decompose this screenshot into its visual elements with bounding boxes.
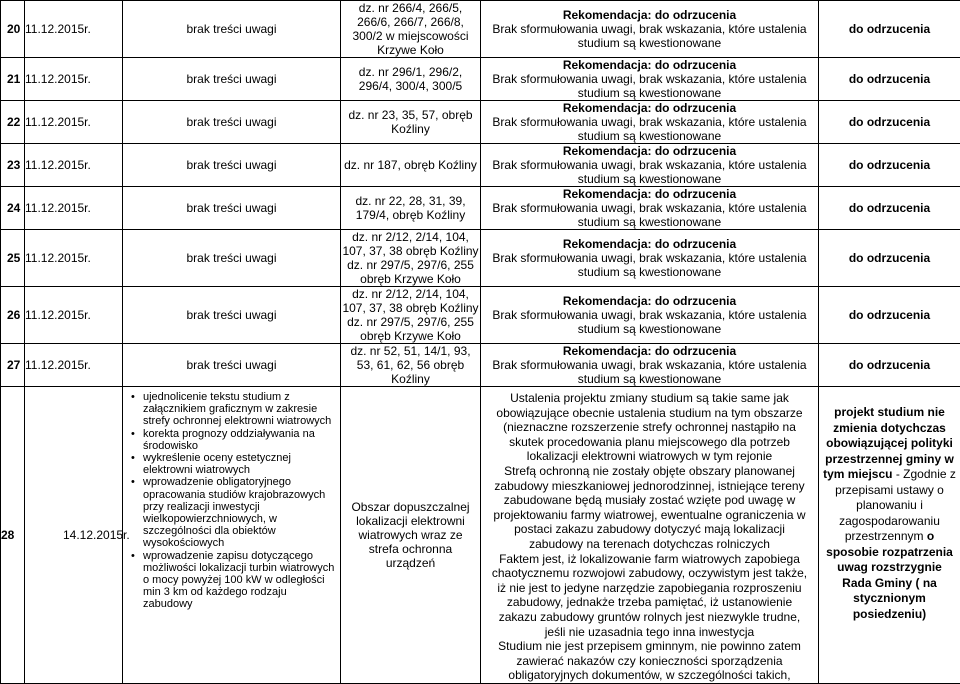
row-number: 28 bbox=[1, 387, 25, 684]
row-resolution: do odrzucenia bbox=[819, 344, 960, 387]
row-recommendation bbox=[481, 287, 819, 344]
recommendation-body: Brak sformułowania uwagi, brak wskazania, które ustalenia studium są kwestionowane bbox=[492, 251, 806, 279]
recommendation-body: Brak sformułowania uwagi, brak wskazania, które ustalenia studium są kwestionowane bbox=[492, 115, 806, 143]
table-row bbox=[1, 387, 960, 684]
table-row bbox=[1, 187, 960, 230]
row-date: 11.12.2015r. bbox=[25, 101, 123, 144]
recommendation-body: Brak sformułowania uwagi, brak wskazania, które ustalenia studium są kwestionowane bbox=[492, 201, 806, 229]
recommendation-heading: Rekomendacja: do odrzucenia bbox=[481, 187, 818, 201]
recommendation-heading: Rekomendacja: do odrzucenia bbox=[481, 101, 818, 115]
list-item: • ujednolicenie tekstu studium z załącznikiem graficznym w zakresie strefy ochronnej elektrowni wiatrowych bbox=[143, 391, 336, 428]
row-number: 20 bbox=[1, 1, 25, 58]
table-row bbox=[1, 344, 960, 387]
row-parcels: dz. nr 296/1, 296/2, 296/4, 300/4, 300/5 bbox=[341, 58, 481, 101]
row-content: brak treści uwagi bbox=[123, 344, 341, 387]
row-date: 11.12.2015r. bbox=[25, 187, 123, 230]
row-parcels: dz. nr 52, 51, 14/1, 93, 53, 61, 62, 56 obręb Koźliny bbox=[341, 344, 481, 387]
row-number: 24 bbox=[1, 187, 25, 230]
table-row bbox=[1, 144, 960, 187]
row-content: brak treści uwagi bbox=[123, 230, 341, 287]
recommendation-heading: Rekomendacja: do odrzucenia bbox=[481, 344, 818, 358]
row-resolution: do odrzucenia bbox=[819, 1, 960, 58]
row-content: brak treści uwagi bbox=[123, 144, 341, 187]
table-row bbox=[1, 101, 960, 144]
row-date: 11.12.2015r. bbox=[25, 1, 123, 58]
list-item: • wprowadzenie zapisu dotyczącego możliwości lokalizacji turbin wiatrowych o mocy powyżej 100 kW w odległości min 3 km od każdego rodzaju zabudowy bbox=[143, 550, 336, 611]
row-date: 11.12.2015r. bbox=[25, 58, 123, 101]
row-number: 27 bbox=[1, 344, 25, 387]
row-content bbox=[123, 387, 341, 684]
recommendation-body: Brak sformułowania uwagi, brak wskazania, które ustalenia studium są kwestionowane bbox=[492, 358, 806, 386]
resolution-bold-1: projekt studium nie zmienia dotychczas obowiązującej polityki przestrzennej gminy w tym miejscu bbox=[823, 405, 954, 481]
row-date: 11.12.2015r. bbox=[25, 230, 123, 287]
row-number: 21 bbox=[1, 58, 25, 101]
row-parcels: dz. nr 2/12, 2/14, 104, 107, 37, 38 obręb Koźliny dz. nr 297/5, 297/6, 255 obręb Krzywe Koło bbox=[341, 230, 481, 287]
row-recommendation bbox=[481, 58, 819, 101]
recommendation-body: Brak sformułowania uwagi, brak wskazania, które ustalenia studium są kwestionowane bbox=[492, 308, 806, 336]
row-recommendation bbox=[481, 344, 819, 387]
row-parcels: dz. nr 266/4, 266/5, 266/6, 266/7, 266/8, 300/2 w miejscowości Krzywe Koło bbox=[341, 1, 481, 58]
table-row bbox=[1, 1, 960, 58]
recommendation-heading: Rekomendacja: do odrzucenia bbox=[481, 237, 818, 251]
recommendation-heading: Rekomendacja: do odrzucenia bbox=[481, 58, 818, 72]
justification-paragraph: Studium nie jest przepisem gminnym, nie powinno zatem zawierać nakazów czy konieczności sporządzenia obligatoryjnych dokumentów, w szczególności takich, bbox=[487, 639, 812, 683]
justification-paragraph: Faktem jest, iż lokalizowanie farm wiatrowych zapobiega chaotycznemu rozwojowi zabudowy, oczywistym jest także, iż nie jest to jedyne narzędzie zapobiegania rozproszeniu zabudowy, jednakże trzeba pamiętać, iż ustanowienie zakazu zabudowy gruntów rolnych jest niezwykle trudne, jeśli nie uzasadnia tego inna inwestycja bbox=[487, 552, 812, 640]
list-item: • wykreślenie oceny estetycznej elektrowni wiatrowych bbox=[143, 452, 336, 476]
row-parcels: dz. nr 187, obręb Koźliny bbox=[341, 144, 481, 187]
recommendation-body: Brak sformułowania uwagi, brak wskazania, które ustalenia studium są kwestionowane bbox=[492, 158, 806, 186]
row-parcels: dz. nr 2/12, 2/14, 104, 107, 37, 38 obręb Koźliny dz. nr 297/5, 297/6, 255 obręb Krzywe Koło bbox=[341, 287, 481, 344]
justification-paragraph: Strefą ochronną nie zostały objęte obszary planowanej zabudowy mieszkaniowej jednorodzinnej, istniejące tereny zabudowane będą musiały zostać wzięte pod uwagę w projektowaniu farmy wiatrowej, ewentualne ograniczenia w postaci zakazu zabudowy dotyczyć mają lokalizacji zabudowy na terenach dotychczas rolniczych bbox=[487, 464, 812, 552]
row-date: 11.12.2015r. bbox=[25, 344, 123, 387]
row-resolution bbox=[819, 387, 960, 684]
row-content: brak treści uwagi bbox=[123, 1, 341, 58]
row-content: brak treści uwagi bbox=[123, 287, 341, 344]
resolution-bold-2: o sposobie rozpatrzenia uwag rozstrzygnie Rada Gminy ( na stycznionym posiedzeniu) bbox=[826, 529, 953, 621]
remark-list bbox=[123, 391, 340, 611]
row-resolution: do odrzucenia bbox=[819, 230, 960, 287]
row-recommendation bbox=[481, 187, 819, 230]
row-number: 22 bbox=[1, 101, 25, 144]
row-content: brak treści uwagi bbox=[123, 101, 341, 144]
row-recommendation bbox=[481, 144, 819, 187]
recommendation-heading: Rekomendacja: do odrzucenia bbox=[481, 294, 818, 308]
row-recommendation bbox=[481, 1, 819, 58]
recommendation-heading: Rekomendacja: do odrzucenia bbox=[481, 8, 818, 22]
row-resolution: do odrzucenia bbox=[819, 287, 960, 344]
row-number: 25 bbox=[1, 230, 25, 287]
row-resolution: do odrzucenia bbox=[819, 144, 960, 187]
row-resolution: do odrzucenia bbox=[819, 187, 960, 230]
justification-paragraph: Ustalenia projektu zmiany studium są takie same jak obowiązujące obecnie ustalenia studium na tym obszarze (nieznaczne rozszerzenie strefy ochronnej nastąpiło na skutek procedowania planu miejscowego dla potrzeb lokalizacji elektrowni wiatrowych w tym rejonie bbox=[487, 391, 812, 464]
row-date: 14.12.2015r. bbox=[25, 387, 123, 684]
resolution-text: - Zgodnie z przepisami ustawy o planowaniu i zagospodarowaniu przestrzennym bbox=[835, 467, 956, 543]
row-parcels: Obszar dopuszczalnej lokalizacji elektrowni wiatrowych wraz ze strefa ochronna urządzeń bbox=[341, 387, 481, 684]
row-resolution: do odrzucenia bbox=[819, 58, 960, 101]
row-recommendation bbox=[481, 387, 819, 684]
recommendation-heading: Rekomendacja: do odrzucenia bbox=[481, 144, 818, 158]
row-parcels: dz. nr 22, 28, 31, 39, 179/4, obręb Koźliny bbox=[341, 187, 481, 230]
table-row bbox=[1, 287, 960, 344]
row-number: 23 bbox=[1, 144, 25, 187]
table-row bbox=[1, 230, 960, 287]
recommendation-body: Brak sformułowania uwagi, brak wskazania, które ustalenia studium są kwestionowane bbox=[492, 22, 806, 50]
list-item: • wprowadzenie obligatoryjnego opracowania studiów krajobrazowych przy realizacji inwestycji wielkopowierzchniowych, w szczególności dla obiektów wysokościowych bbox=[143, 476, 336, 549]
table-row bbox=[1, 58, 960, 101]
recommendation-body: Brak sformułowania uwagi, brak wskazania, które ustalenia studium są kwestionowane bbox=[492, 72, 806, 100]
row-date: 11.12.2015r. bbox=[25, 144, 123, 187]
row-parcels: dz. nr 23, 35, 57, obręb Koźliny bbox=[341, 101, 481, 144]
row-recommendation bbox=[481, 101, 819, 144]
row-recommendation bbox=[481, 230, 819, 287]
row-content: brak treści uwagi bbox=[123, 58, 341, 101]
row-resolution: do odrzucenia bbox=[819, 101, 960, 144]
row-number: 26 bbox=[1, 287, 25, 344]
row-date: 11.12.2015r. bbox=[25, 287, 123, 344]
row-content: brak treści uwagi bbox=[123, 187, 341, 230]
list-item: • korekta prognozy oddziaływania na środowisko bbox=[143, 428, 336, 452]
